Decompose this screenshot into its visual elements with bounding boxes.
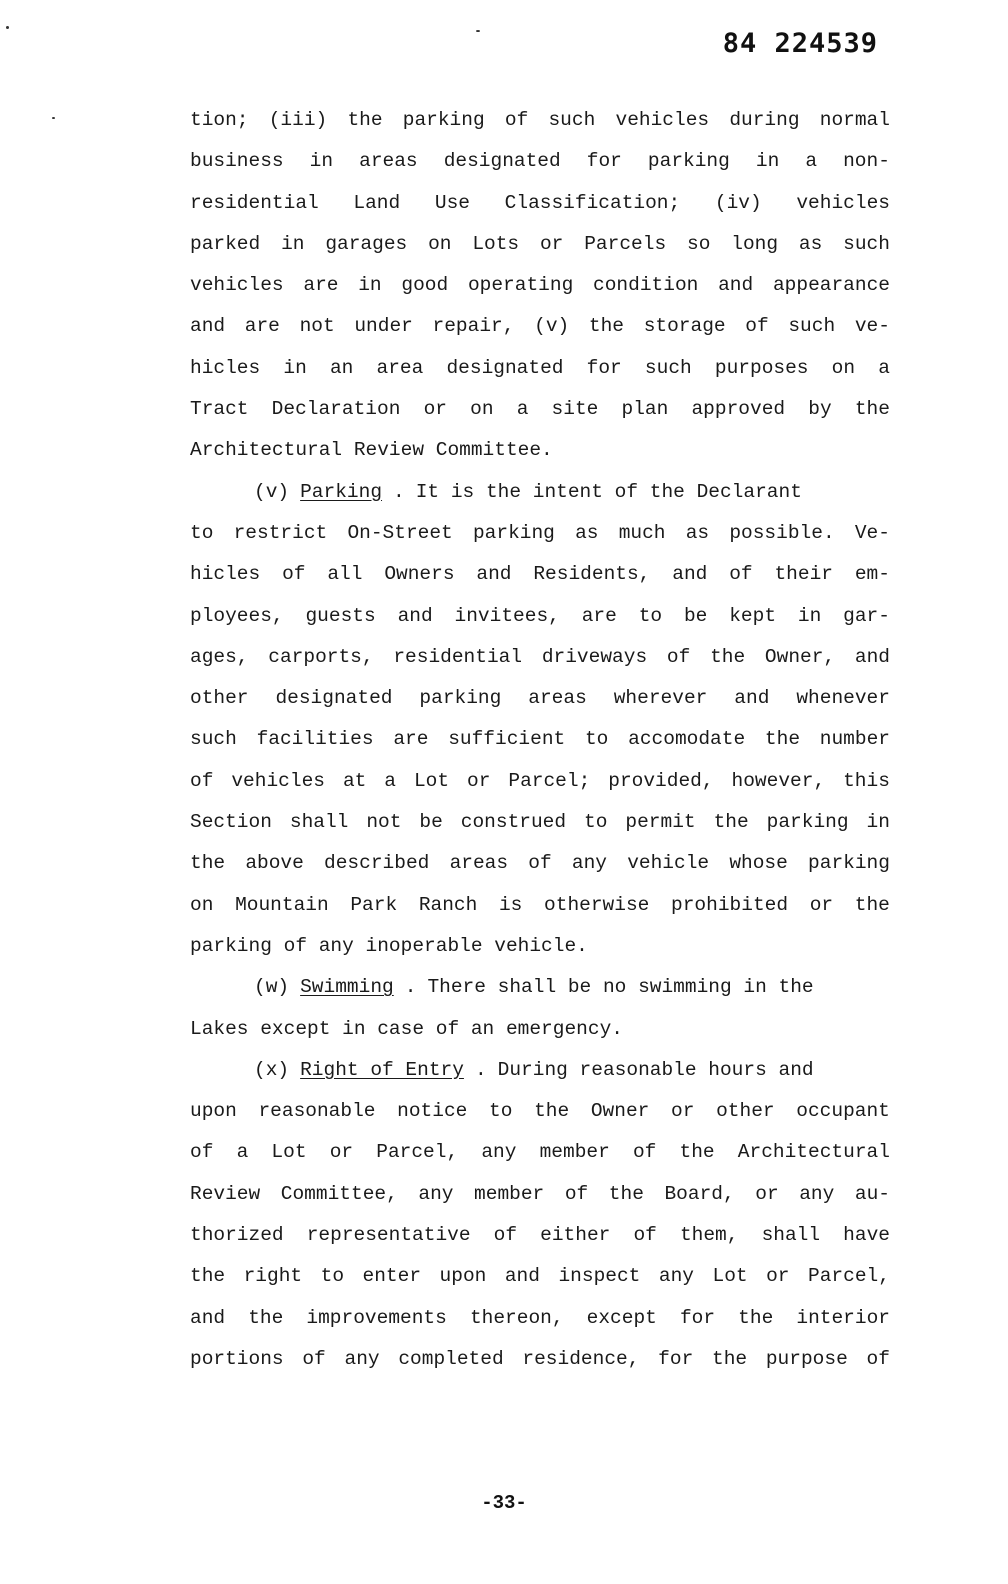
word: residential (190, 191, 319, 214)
word: to (190, 521, 214, 544)
word: em- (854, 563, 890, 586)
text-line (190, 554, 890, 595)
word: Tract (190, 398, 249, 421)
word: any (799, 1182, 835, 1205)
text-line (190, 802, 890, 843)
word: a (878, 356, 890, 379)
word: (v) (534, 315, 570, 338)
word: described (324, 852, 430, 875)
word: a (805, 150, 818, 173)
word: prohibited (671, 893, 789, 916)
text-line (190, 224, 890, 265)
word: at (342, 769, 367, 792)
word: Owners (384, 563, 455, 586)
word: and (718, 274, 754, 297)
word: for (679, 1306, 716, 1329)
word: occupant (796, 1100, 890, 1123)
word: to (320, 1265, 345, 1288)
word: shall (289, 811, 349, 834)
word: number (819, 728, 890, 751)
word: such (190, 728, 237, 751)
word: or (766, 1265, 790, 1288)
word: notice (397, 1100, 468, 1123)
word: restrict (233, 521, 328, 544)
word: have (843, 1224, 890, 1247)
word: right (243, 1265, 303, 1288)
word: above (245, 852, 304, 875)
word: on (470, 398, 494, 421)
word: as (575, 521, 599, 544)
word: of (190, 1141, 214, 1164)
section-label: (x) (254, 1058, 290, 1081)
word: of (633, 1224, 657, 1247)
word: the (347, 109, 383, 131)
word: driveways (541, 645, 648, 668)
word: plan (621, 398, 669, 421)
word: in (309, 150, 334, 173)
word: other (716, 1100, 775, 1123)
word: the (190, 1265, 226, 1288)
document-number: 84 224539 (722, 28, 878, 59)
word: otherwise (544, 893, 650, 916)
text-line (190, 141, 890, 182)
scan-speck (52, 117, 55, 119)
text-line (190, 678, 890, 719)
word: Lot (271, 1141, 307, 1164)
word: be (683, 604, 708, 627)
word: residence, (522, 1347, 640, 1370)
word: Parcel, (808, 1265, 890, 1288)
word: a (384, 769, 396, 792)
word: sufficient (448, 728, 566, 751)
word: normal (819, 109, 890, 131)
word: designated (275, 687, 393, 710)
text-line: Architectural Review Committee. (190, 439, 553, 462)
word: tion; (190, 109, 249, 131)
word: business (190, 150, 284, 173)
text-line (190, 1298, 890, 1339)
text-line (190, 596, 890, 637)
word: purposes (714, 356, 809, 379)
word: completed (398, 1347, 504, 1370)
word: so (687, 232, 711, 255)
word: thorized (190, 1224, 284, 1247)
word: any (571, 852, 607, 875)
word: site (551, 398, 599, 421)
word: hicles (190, 563, 261, 586)
word: Land (353, 191, 401, 214)
word: ve- (854, 315, 890, 338)
word: au- (854, 1182, 890, 1205)
word: and (190, 315, 226, 338)
word: gar- (843, 604, 890, 627)
word: designated (443, 150, 561, 173)
text-line (190, 761, 890, 802)
word: any (658, 1265, 694, 1288)
word: the (679, 1141, 715, 1164)
word: in (755, 150, 780, 173)
word: the (588, 315, 625, 338)
word: and (476, 563, 512, 586)
section-heading-line: (x) Right of Entry . During reasonable hours and (190, 1050, 890, 1091)
word: hicles (190, 356, 261, 379)
word: to (489, 1100, 513, 1123)
word: to (584, 811, 608, 834)
word: vehicles (796, 191, 890, 214)
text-line (190, 1091, 890, 1132)
word: and (397, 604, 433, 627)
text-line (190, 1256, 890, 1297)
word: parking (647, 150, 730, 173)
text-line (190, 348, 890, 389)
word: on (428, 232, 452, 255)
word: designated (446, 356, 564, 379)
word: whose (729, 852, 788, 875)
word: Mountain (235, 893, 329, 916)
word: parking (766, 811, 849, 834)
word: wherever (613, 687, 708, 710)
text-line (190, 513, 890, 554)
word: permit (625, 811, 696, 834)
word: and (672, 563, 708, 586)
text-line (190, 183, 890, 224)
word: or (755, 1182, 779, 1205)
word: is (498, 893, 523, 916)
word: appearance (772, 274, 890, 297)
word: or (329, 1141, 354, 1164)
word: approved (691, 398, 786, 421)
word: interior (796, 1306, 890, 1329)
word: such (644, 356, 692, 379)
word: Parcel; (508, 769, 591, 792)
word: are (244, 315, 280, 338)
word: residential (393, 645, 523, 668)
word: in (283, 356, 307, 379)
word: Use (434, 191, 470, 214)
word: inspect (558, 1265, 641, 1288)
word: garages (325, 232, 408, 255)
word: long (731, 232, 779, 255)
word: construed (460, 811, 567, 834)
word: by (808, 398, 832, 421)
page-number: -33- (481, 1492, 527, 1514)
word: in (281, 232, 305, 255)
word: of (666, 645, 691, 668)
word: the (710, 645, 746, 668)
text-line (190, 389, 890, 430)
word: area (376, 356, 424, 379)
text-line (190, 885, 890, 926)
text-line (190, 100, 890, 141)
word: or (671, 1100, 695, 1123)
word: are (581, 604, 617, 627)
word: provided, (608, 769, 714, 792)
word: guests (305, 604, 376, 627)
text-line (190, 1132, 890, 1173)
word: of (632, 1141, 657, 1164)
text-line (190, 1339, 890, 1380)
word: parking (402, 109, 485, 131)
word: them, (679, 1224, 739, 1247)
word: during (729, 109, 800, 131)
word: Lot (712, 1265, 748, 1288)
text-line (190, 1174, 890, 1215)
word: whenever (796, 687, 890, 710)
word: the (854, 398, 890, 421)
word: purpose (765, 1347, 848, 1370)
word: of (190, 769, 214, 792)
word: ages, (190, 645, 249, 668)
word: storage (643, 315, 726, 338)
section-label: (v) (254, 480, 290, 503)
word: reasonable (258, 1100, 376, 1123)
text-line (190, 637, 890, 678)
word: Owner, (764, 645, 836, 668)
word: such (843, 232, 890, 255)
word: not (299, 315, 335, 338)
word: are (393, 728, 429, 751)
word: good (401, 274, 449, 297)
word: the (713, 811, 749, 834)
word: parked (190, 232, 261, 255)
word: in (866, 811, 890, 834)
word: (iv) (714, 191, 762, 214)
word: Ranch (418, 893, 478, 916)
word: on (190, 893, 214, 916)
word: vehicles (615, 109, 710, 131)
word: are (303, 274, 339, 297)
word: kept (729, 604, 777, 627)
section-heading: Swimming . (300, 976, 417, 999)
word: improvements (306, 1306, 447, 1329)
word: such (548, 109, 596, 131)
word: carports, (268, 645, 374, 668)
word: condition (593, 274, 699, 297)
word: of (528, 852, 552, 875)
word: not (366, 811, 402, 834)
word: except (586, 1306, 657, 1329)
word: Review (190, 1182, 261, 1205)
word: (iii) (268, 109, 328, 131)
word: repair, (432, 315, 515, 338)
word: of (745, 315, 769, 338)
word: thereon, (469, 1306, 564, 1329)
word: of (564, 1182, 589, 1205)
word: Architectural (737, 1141, 890, 1164)
word: for (586, 150, 622, 173)
word: all (327, 563, 363, 586)
word: areas (359, 150, 418, 173)
word: the (248, 1306, 284, 1329)
word: Board, (664, 1182, 735, 1205)
word: vehicles (190, 274, 284, 297)
text-line: parking of any inoperable vehicle. (190, 934, 588, 957)
word: portions (190, 1347, 284, 1370)
word: such (788, 315, 836, 338)
word: however, (731, 769, 826, 792)
section-heading-line: (v) Parking . It is the intent of the Declarant (190, 472, 890, 513)
section-heading: Parking . (300, 480, 405, 503)
word: or (539, 232, 564, 255)
word: parking (419, 687, 502, 710)
word: the (738, 1306, 774, 1329)
word: upon (439, 1265, 487, 1288)
word: of (282, 563, 306, 586)
word: other (190, 687, 249, 710)
word: shall (761, 1224, 821, 1247)
text-line (190, 719, 890, 760)
word: or (467, 769, 491, 792)
word: a (516, 398, 529, 421)
word: Section (190, 811, 272, 834)
word: of (493, 1224, 518, 1247)
section-heading-line: (w) Swimming . There shall be no swimming in the (190, 967, 890, 1008)
word: of (302, 1347, 326, 1370)
word: a (236, 1141, 249, 1164)
word: ployees, (190, 604, 284, 627)
word: Parcel, (376, 1141, 459, 1164)
word: Residents, (533, 563, 651, 586)
word: On-Street (347, 521, 453, 544)
word: under (354, 315, 413, 338)
word: of (504, 109, 529, 131)
word: Owner (590, 1100, 650, 1123)
scan-speck (476, 30, 480, 32)
text-line (190, 306, 890, 347)
word: representative (306, 1224, 471, 1247)
word: parking (808, 852, 890, 875)
word: as (685, 521, 710, 544)
word: areas (528, 687, 587, 710)
word: the (608, 1182, 644, 1205)
word: Classification; (504, 191, 681, 214)
word: the (764, 728, 801, 751)
word: and (734, 687, 770, 710)
word: and (504, 1265, 540, 1288)
word: as (798, 232, 823, 255)
word: and (190, 1306, 226, 1329)
text-line (190, 1215, 890, 1256)
word: and (854, 645, 890, 668)
word: be (419, 811, 443, 834)
word: an (329, 356, 354, 379)
word: for (658, 1347, 694, 1370)
section-heading: Right of Entry . (300, 1058, 487, 1081)
word: parking (472, 521, 555, 544)
text-line (190, 843, 890, 884)
word: of (729, 563, 753, 586)
word: for (586, 356, 622, 379)
word: Ve- (854, 521, 890, 544)
word: areas (449, 852, 509, 875)
word: to (584, 728, 609, 751)
word: invitees, (454, 604, 560, 627)
word: any (481, 1141, 517, 1164)
word: their (774, 563, 833, 586)
word: facilities (256, 728, 374, 751)
word: this (843, 769, 890, 792)
section-label: (w) (254, 976, 290, 999)
text-line (190, 265, 890, 306)
word: upon (190, 1100, 237, 1123)
word: Park (350, 893, 398, 916)
word: non- (843, 150, 890, 173)
word: vehicles (231, 769, 325, 792)
text-line: Lakes except in case of an emergency. (190, 1017, 623, 1040)
word: the (534, 1100, 570, 1123)
word: either (540, 1224, 611, 1247)
word: Lot (413, 769, 450, 792)
word: Parcels (584, 232, 667, 255)
word: enter (362, 1265, 422, 1288)
document-body (190, 100, 890, 1380)
word: member (539, 1141, 610, 1164)
word: operating (467, 274, 574, 297)
word: Declaration (271, 398, 401, 421)
word: the (712, 1347, 748, 1370)
word: vehicle (627, 852, 710, 875)
word: on (831, 356, 856, 379)
word: any (344, 1347, 380, 1370)
word: the (190, 852, 226, 875)
scan-speck (6, 26, 9, 29)
word: to (638, 604, 663, 627)
word: any (418, 1182, 454, 1205)
word: Lots (472, 232, 520, 255)
word: in (797, 604, 822, 627)
word: the (854, 893, 890, 916)
word: member (474, 1182, 545, 1205)
word: of (866, 1347, 890, 1370)
word: in (358, 274, 382, 297)
word: or (423, 398, 447, 421)
word: possible. (729, 521, 835, 544)
word: much (618, 521, 666, 544)
word: Committee, (280, 1182, 398, 1205)
word: accomodate (628, 728, 746, 751)
word: or (809, 893, 834, 916)
